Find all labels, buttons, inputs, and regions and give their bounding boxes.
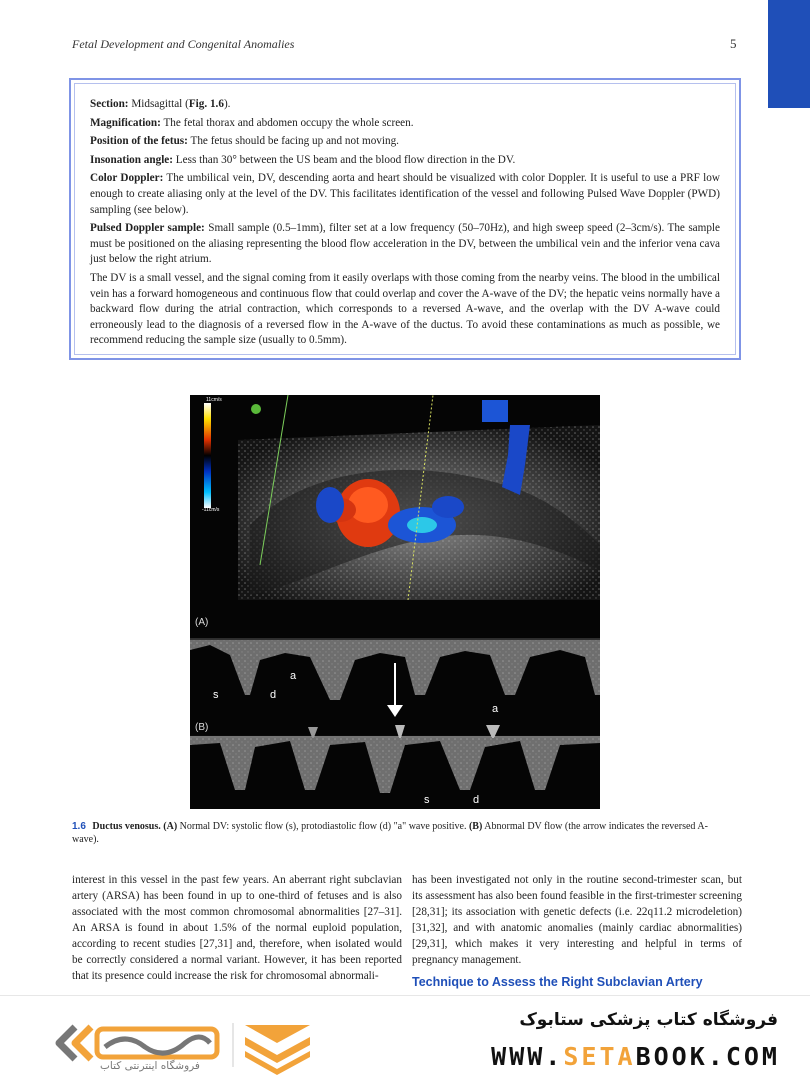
label-a-top: a [290,670,297,682]
doppler-figure [190,395,600,809]
label-s-bottom: s [424,794,430,806]
label-a-mid: a [492,703,499,715]
body-left-column: interest in this vessel in the past few years. An aberrant right subclavian artery (ARSA) has been found in up to one-third of fetuses and is also associated with the most common chromosomal abnormalities [27–31]. An ARSA is found in about 1.5% of the normal euploid population, according to recent studies [27,31] and, therefore, when isolated would be correctly considered a normal variant. However, it has been reported that its presence could increase the risk for chromosomal abnormali- [72,874,402,982]
page-number: 5 [730,36,737,51]
magnification-para: Magnification: The fetal thorax and abdomen occupy the whole screen. [90,116,414,129]
caption-title: Ductus venosus. [92,821,161,832]
store-name: فروشگاه کتاب پزشکی ستابوک [519,1010,778,1030]
pulsed-doppler-para: Pulsed Doppler sample: Small sample (0.5–1mm), filter set at a low frequency (50–70Hz), and high sweep speed (2–3cm/s). The sample must be positioned on the aliasing representing the blood flow acceleration in the DV, between the umbilical vein and the inferior vena cava just below the right atrium. [90,222,721,266]
figure-caption: 1.6 Ductus venosus. (A) Normal DV: systolic flow (s), protodiastolic flow (d) "a" wave positive. (B) Abnormal DV flow (the arrow indicates the reversed A-wave). [72,821,708,845]
running-title: Fetal Development and Congenital Anomalies [72,37,295,51]
insonation-para: Insonation angle: Less than 30° between the US beam and the blood flow direction in the DV. [90,153,516,166]
ultrasound-image [190,395,600,809]
panel-a-label: (A) [195,617,209,628]
scale-top-label: 11cm/s [206,397,222,403]
position-para: Position of the fetus: The fetus should be facing up and not moving. [90,135,399,148]
probe-marker-icon [251,404,261,414]
technique-box [69,78,741,360]
panel-b-label: (B) [195,722,209,733]
label-s-top: s [213,689,219,701]
scale-bottom-label: -11cm/s [202,507,220,513]
logo-subtitle: فروشگاه اینترنتی کتاب [100,1060,200,1072]
label-d-bottom: d [473,794,480,806]
body-right-column: has been investigated not only in the routine second-trimester scan, but its assessment has also been found feasible in the first-trimester screening [28,31]; its association with genetic defects (i.e. 22q11.2 microdeletion) [31,32], and with anatomic anomalies (mainly cardiac abnormalities) [29,31], which makes it very interesting and helpful in terms of pregnancy management. Technique to Assess the Right Subclavian Artery [412,874,742,989]
store-url[interactable]: WWW.SETABOOK.COM [491,1042,780,1071]
label-d-top: d [270,689,277,701]
chapter-tab [768,0,810,108]
color-scale-bar [204,403,211,508]
figure-number: 1.6 [72,821,86,832]
dv-para: The DV is a small vessel, and the signal coming from it easily overlaps with those coming from the nearby veins. The blood in the umbilical vein has a forward homogeneous and continuous flow that could overlap and cover the A-wave of the DV; the hepatic veins normally have a backward flow during the atrial contraction, which corresponds to a reversed A-wave, and the overlap with the DV A-wave could erroneously lead to the diagnosis of a reversed flow in the A-wave of the ductus. To avoid these contaminations as much as possible, we recommend reducing the sample size (usually to 0.5mm). [90,271,720,347]
section-heading: Technique to Assess the Right Subclavian Artery [412,975,703,989]
color-doppler-para: Color Doppler: The umbilical vein, DV, descending aorta and heart should be visualized with color Doppler. It is useful to use a PRF low enough to create aliasing only at the level of the DV. This facilitates identification of the vessel and following Pulsed Wave Doppler (PWD) sampling (see below). [90,172,720,216]
section-para: Section: Midsagittal (Fig. 1.6). [90,98,231,110]
